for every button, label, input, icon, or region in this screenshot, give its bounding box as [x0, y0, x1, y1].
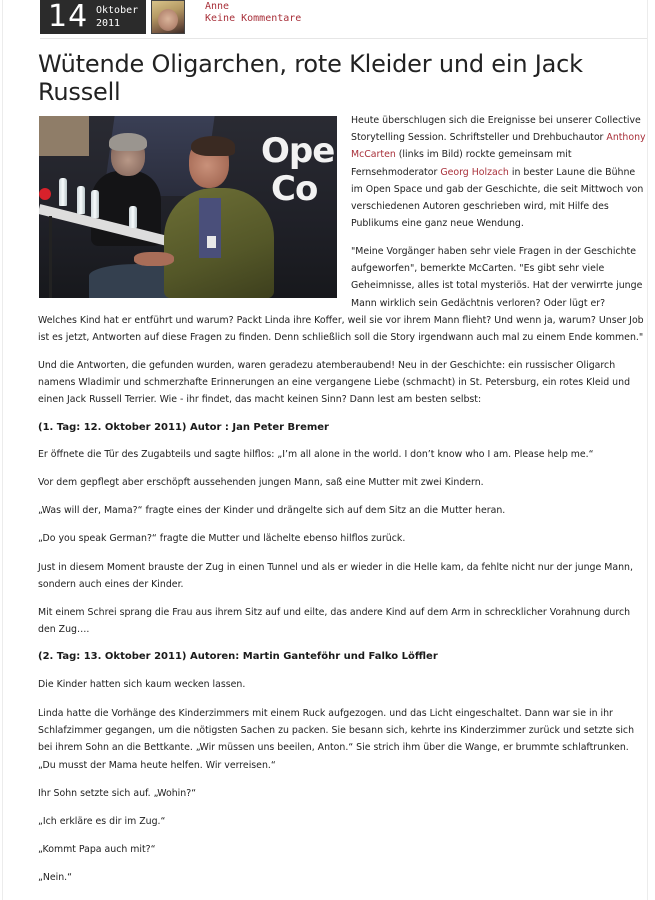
- meta-divider: [40, 38, 647, 39]
- article-photo: [39, 116, 337, 298]
- day2-paragraph: Linda hatte die Vorhänge des Kinderzimmers mit einem Ruck aufgezogen. und das Licht eingeschaltet. Dann war sie in ihr Schlafzimmer gegangen, um die nötigsten Sachen zu packen. Sie besann sich, kehrte ins Kinderzimmer zurück und setzte sich bei ihrem Sohn an die Bettkante. „Wir müssen uns beeilen, Anton.“ Sie strich ihm über die Wange, er brummte schlaftrunken. „Du musst der Mama heute helfen. Wir verreisen.“: [38, 708, 635, 771]
- intro-paragraph: Und die Antworten, die gefunden wurden, waren geradezu atemberaubend! Neu in der Geschichte: ein russischer Oligarch namens Wladimir und schmerzhafte Erinnerungen an eine vergangene Liebe (schmacht) in St. Petersburg, ein rotes Kleid und einen Jack Russell Terrier. Wie - ihr findet, das macht keinen Sinn? Dann lest am besten selbst:: [38, 360, 631, 406]
- author-avatar-icon[interactable]: [151, 0, 185, 34]
- photo-corner: [39, 116, 89, 156]
- photo-person-right-hands: [134, 252, 174, 266]
- day2-heading: (2. Tag: 13. Oktober 2011) Autoren: Martin Ganteföhr und Falko Löffler: [38, 651, 438, 662]
- day1-paragraph: Just in diesem Moment brauste der Zug in einen Tunnel und als er wieder in die Helle kam, da fehlte nicht nur der junge Mann, sondern auch eines der Kinder.: [38, 562, 633, 590]
- photo-person-right-hair: [191, 136, 235, 156]
- day2-paragraph: „Nein.“: [38, 872, 73, 883]
- day2-paragraph: Ihr Sohn setzte sich auf. „Wohin?“: [38, 788, 197, 799]
- backdrop-text-line2: Co: [271, 169, 318, 209]
- day2-paragraph: „Kommt Papa auch mit?“: [38, 844, 156, 855]
- day2-paragraph: „Ich erkläre es dir im Zug.“: [38, 816, 166, 827]
- photo-microphone: [39, 188, 51, 200]
- date-day: 14: [48, 0, 89, 34]
- date-year: 2011: [96, 18, 121, 29]
- page-border-left: [2, 0, 3, 900]
- day1-paragraph: Vor dem gepflegt aber erschöpft aussehenden jungen Mann, saß eine Mutter mit zwei Kindern.: [38, 477, 484, 488]
- lead-text-2: (links im Bild) rockte gemeinsam mit Fernsehmoderator: [351, 149, 572, 178]
- day1-paragraph: „Do you speak German?“ fragte die Mutter und lächelte ebenso hilflos zurück.: [38, 533, 406, 544]
- quote-paragraph-top: "Meine Vorgänger haben sehr viele Fragen in der Geschichte aufgeworfen", bemerkte McCarten. "Es gibt sehr viele Geheimnisse, alles ist total mysteriös. Hat der verwirrte junge Mann wirklich sein Gedächtnis verloren? Oder lügt er?: [351, 246, 643, 309]
- photo-bottle: [77, 186, 85, 214]
- day1-paragraph: Mit einem Schrei sprang die Frau aus ihrem Sitz auf und eilte, das andere Kind auf dem Arm in schrecklicher Vorahnung durch den Zug….: [38, 607, 631, 635]
- backdrop-text-line1: Ope: [261, 131, 335, 171]
- photo-bottle: [129, 206, 137, 228]
- page-border-right: [647, 0, 648, 900]
- photo-person-left-hair: [109, 133, 147, 151]
- photo-person-right-shirt: [199, 198, 221, 258]
- comments-link[interactable]: Keine Kommentare: [205, 13, 302, 24]
- day1-paragraph: „Was will der, Mama?“ fragte eines der Kinder und drängelte sich auf dem Sitz an die Mutter heran.: [38, 505, 506, 516]
- georg-holzach-link[interactable]: Georg Holzach: [440, 166, 509, 178]
- lead-text-3: in bester Laune die Bühne im Open Space und gab der Geschichte, die seit Mittwoch von verschiedenen Autoren geschrieben wird, mit Hilfe des Publikums eine ganz neue Wendung.: [351, 166, 644, 230]
- quote-paragraph-bottom: Welches Kind hat er entführt und warum? Packt Linda ihre Koffer, weil sie vor ihrem Mann flieht? Und wenn ja, warum? Unser Job ist es jetzt, Antworten auf diese Fragen zu finden. Denn schließlich soll die Story irgendwann auch mal zu einem Ende kommen.": [38, 315, 644, 344]
- date-badge: [40, 0, 146, 34]
- lead-text-1: Heute überschlugen sich die Ereignisse bei unserer Collective Storytelling Session. Schriftsteller und Drehbuchautor: [351, 115, 641, 144]
- author-link[interactable]: Anne: [205, 1, 230, 12]
- post-meta: [40, 0, 647, 38]
- photo-bottle: [91, 190, 99, 218]
- anthony-mccarten-link[interactable]: Anthony McCarten: [351, 132, 646, 161]
- article-title: Wütende Oligarchen, rote Kleider und ein Jack Russell: [38, 50, 583, 106]
- photo-name-badge: [207, 236, 216, 248]
- photo-table-leg: [49, 216, 52, 298]
- day1-paragraph: Er öffnete die Tür des Zugabteils und sagte hilflos: „I’m all alone in the world. I don’t know who I am. Please help me.“: [38, 449, 594, 460]
- lead-paragraph: [351, 112, 647, 232]
- photo-backdrop-text: [261, 132, 334, 208]
- day1-heading: (1. Tag: 12. Oktober 2011) Autor : Jan Peter Bremer: [38, 422, 329, 433]
- photo-bottle: [59, 178, 67, 206]
- day2-paragraph: Die Kinder hatten sich kaum wecken lassen.: [38, 679, 246, 690]
- date-month: Oktober: [96, 5, 139, 16]
